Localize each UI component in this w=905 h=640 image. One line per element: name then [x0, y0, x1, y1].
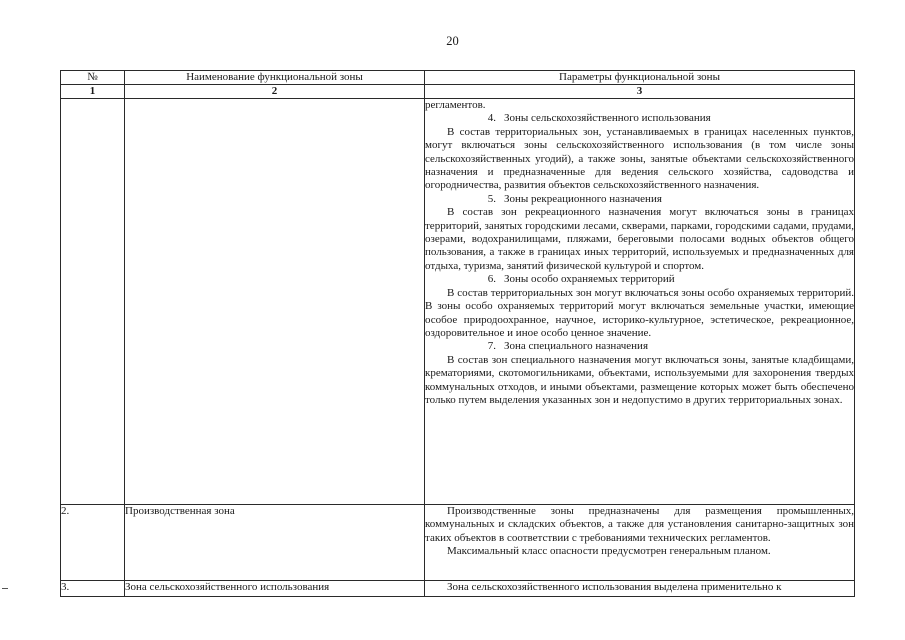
- section-title: Зоны рекреационного назначения: [504, 192, 662, 205]
- section-number: 7 .: [483, 340, 496, 353]
- column-number-2: 2: [125, 85, 425, 99]
- column-number-3: 3: [425, 85, 855, 99]
- section-title: Зоны сельскохозяйственного использования: [504, 112, 711, 125]
- page-number: 20: [446, 34, 459, 48]
- zones-table: [60, 70, 855, 597]
- header-zone-name: Наименование функциональной зоны: [125, 71, 425, 85]
- header-number: №: [61, 71, 125, 85]
- table-header-row: [61, 71, 855, 85]
- scan-margin-mark: [2, 588, 8, 589]
- hazard-class-note: Максимальный класс опасности предусмотрен генеральным планом.: [447, 545, 771, 558]
- column-number-row: [61, 85, 855, 99]
- header-zone-parameters: Параметры функциональной зоны: [425, 71, 855, 85]
- section-heading: [425, 112, 854, 125]
- table-row: [61, 505, 855, 581]
- section-heading: [425, 193, 854, 206]
- table-row: [61, 581, 855, 597]
- section-text: В состав территориальных зон, устанавливаемых в границах населенных пунктов, могут включаться зоны сельскохозяйственного использования (в том числе зоны сельскохозяйственных угодий), а также зоны, занятые объектами сельскохозяйственного назначения и предназначенные для ведения сельского хозяйства, садоводства и огородничества, развития объектов сельскохозяйственного назначения.: [425, 125, 854, 192]
- section-text: В состав зон специального назначения могут включаться зоны, занятые кладбищами, крематориями, скотомогильниками, объектами, используемыми для захоронения твердых коммунальных отходов, и иными объектами, размещение которых может быть обеспечено только путем выделения указанных зон и недопустимо в других территориальных зонах.: [425, 353, 854, 406]
- section-heading: [425, 340, 854, 353]
- zone-description: Производственные зоны предназначены для размещения промышленных, коммунальных и складских объектов, а также для установления санитарно-защитных зон таких объектов в соответствии с требованиями технических регламентов.: [425, 505, 854, 544]
- section-number: 5 .: [483, 193, 496, 206]
- row2-parameters-cell: [425, 505, 855, 581]
- column-number-1: 1: [61, 85, 125, 99]
- row2-name-cell: Производственная зона: [125, 505, 425, 581]
- row3-number-cell: 3.: [61, 581, 125, 597]
- row2-number-cell: 2.: [61, 505, 125, 581]
- zone-description: Зона сельскохозяйственного использования выделена применительно к: [447, 581, 782, 593]
- row3-name-cell: Зона сельскохозяйственного использования: [125, 581, 425, 597]
- section-text: В состав территориальных зон могут включаться зоны особо охраняемых территорий. В зоны особо охраняемых территорий могут включаться земельные участки, имеющие особое природоохранное, научное, историко-культурное, эстетическое, рекреационное, оздоровительное и иное особо ценное значение.: [425, 286, 854, 339]
- section-title: Зоны особо охраняемых территорий: [504, 273, 675, 286]
- section-text: В состав зон рекреационного назначения могут включаться зоны в границах территорий, занятых городскими лесами, скверами, парками, городскими садами, прудами, озерами, водохранилищами, пляжами, береговыми полосами водных объектов общего пользования, а также в границах иных территорий, используемых и предназначенных для отдыха, туризма, занятий физической культурой и спортом.: [425, 206, 854, 272]
- row3-parameters-cell: [425, 581, 855, 597]
- row1-parameters-cell: [425, 99, 855, 505]
- table-row: [61, 99, 855, 505]
- section-title: Зона специального назначения: [504, 340, 649, 353]
- section-heading: [425, 273, 854, 286]
- section-number: 6 .: [483, 273, 496, 286]
- section-number: 4 .: [483, 112, 496, 125]
- continuation-text: регламентов.: [425, 99, 486, 111]
- row1-name-cell: [125, 99, 425, 505]
- row1-number-cell: [61, 99, 125, 505]
